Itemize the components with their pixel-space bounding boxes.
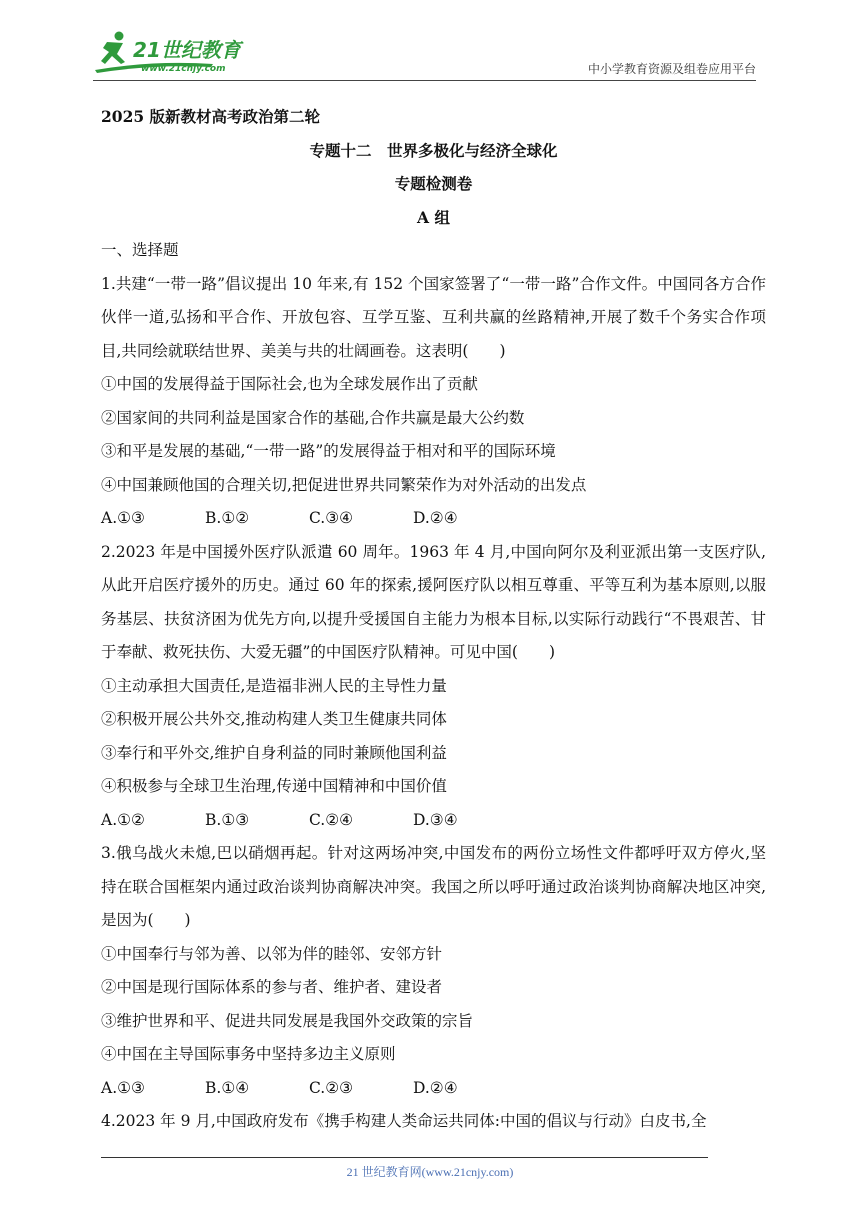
doc-group: A 组	[417, 207, 450, 227]
choice-d: D.②④	[413, 1078, 458, 1097]
page-header	[0, 0, 860, 82]
doc-subtitle: 专题检测卷	[394, 174, 473, 193]
option-item: ①中国的发展得益于国际社会,也为全球发展作出了贡献	[101, 375, 478, 393]
question-3	[101, 837, 766, 1105]
choice-b: B.①③	[205, 810, 250, 829]
question-stem: 4.2023 年 9 月,中国政府发布《携手构建人类命运共同体:中国的倡议与行动》白皮书,全	[101, 1112, 707, 1130]
logo-url: www.21cnjy.com	[141, 64, 226, 74]
choice-a: A.①②	[101, 810, 145, 829]
option-item: ③维护世界和平、促进共同发展是我国外交政策的宗旨	[101, 1011, 474, 1030]
section-heading: 一、选择题	[101, 241, 179, 259]
option-item: ②中国是现行国际体系的参与者、维护者、建设者	[101, 978, 443, 996]
option-item: ④中国在主导国际事务中坚持多边主义原则	[101, 1045, 396, 1063]
logo-21cnjy	[93, 30, 263, 80]
option-item: ③奉行和平外交,维护自身利益的同时兼顾他国利益	[101, 743, 447, 762]
question-stem: 2.2023 年是中国援外医疗队派遣 60 周年。1963 年 4 月,中国向阿尔及利亚派出第一支医疗队,从此开启医疗援外的历史。通过 60 年的探索,援阿医疗队以相互尊重、平等互利为基本原则,以服务基层、扶贫济困为优先方向,以提升受援国自主能力为根本目标,以实际行动践行“不畏艰苦、甘于奉献、救死扶伤、大爱无疆”的中国医疗队精神。可见中国( )	[101, 542, 766, 661]
option-item: ④积极参与全球卫生治理,传递中国精神和中国价值	[101, 777, 447, 795]
option-item: ④中国兼顾他国的合理关切,把促进世界共同繁荣作为对外活动的出发点	[101, 475, 587, 494]
answer-choices	[101, 804, 766, 838]
header-divider	[93, 80, 756, 81]
choice-b: B.①④	[205, 1078, 250, 1097]
option-item: ②国家间的共同利益是国家合作的基础,合作共赢是最大公约数	[101, 408, 525, 427]
choice-c: C.②③	[309, 1078, 354, 1097]
footer-text: 21 世纪教育网(www.21cnjy.com)	[346, 1165, 514, 1179]
choice-c: C.③④	[309, 509, 354, 527]
choice-c: C.②④	[309, 810, 354, 829]
choice-a: A.①③	[101, 1078, 145, 1097]
logo-text: 21世纪教育	[133, 38, 241, 62]
option-item: ②积极开展公共外交,推动构建人类卫生健康共同体	[101, 710, 447, 728]
question-2	[101, 536, 766, 838]
header-platform-text: 中小学教育资源及组卷应用平台	[587, 62, 756, 76]
option-item: ③和平是发展的基础,“一带一路”的发展得益于相对和平的国际环境	[101, 442, 556, 460]
doc-topic-title: 专题十二 世界多极化与经济全球化	[309, 140, 558, 160]
answer-choices	[101, 1072, 766, 1106]
question-stem: 1.共建“一带一路”倡议提出 10 年来,有 152 个国家签署了“一带一路”合作文件。中国同各方合作伙伴一道,弘扬和平合作、开放包容、互学互鉴、互利共赢的丝路精神,开展了数千个务实合作项目,共同绘就联结世界、美美与共的壮阔画卷。这表明( )	[101, 274, 766, 360]
option-item: ①中国奉行与邻为善、以邻为伴的睦邻、安邻方针	[101, 944, 443, 963]
document-body	[101, 100, 766, 1139]
choice-d: D.③④	[413, 810, 458, 829]
choice-a: A.①③	[101, 509, 145, 527]
answer-choices	[101, 502, 766, 536]
footer-divider	[101, 1157, 708, 1158]
question-1	[101, 268, 766, 536]
choice-b: B.①②	[205, 509, 250, 527]
choice-d: D.②④	[413, 509, 458, 527]
option-item: ①主动承担大国责任,是造福非洲人民的主导性力量	[101, 676, 447, 695]
question-stem: 3.俄乌战火未熄,巴以硝烟再起。针对这两场冲突,中国发布的两份立场性文件都呼吁双方停火,坚持在联合国框架内通过政治谈判协商解决冲突。我国之所以呼吁通过政治谈判协商解决地区冲突,是因为( )	[101, 844, 766, 929]
question-4	[101, 1105, 766, 1139]
doc-series-title: 2025 版新教材高考政治第二轮	[101, 107, 321, 126]
